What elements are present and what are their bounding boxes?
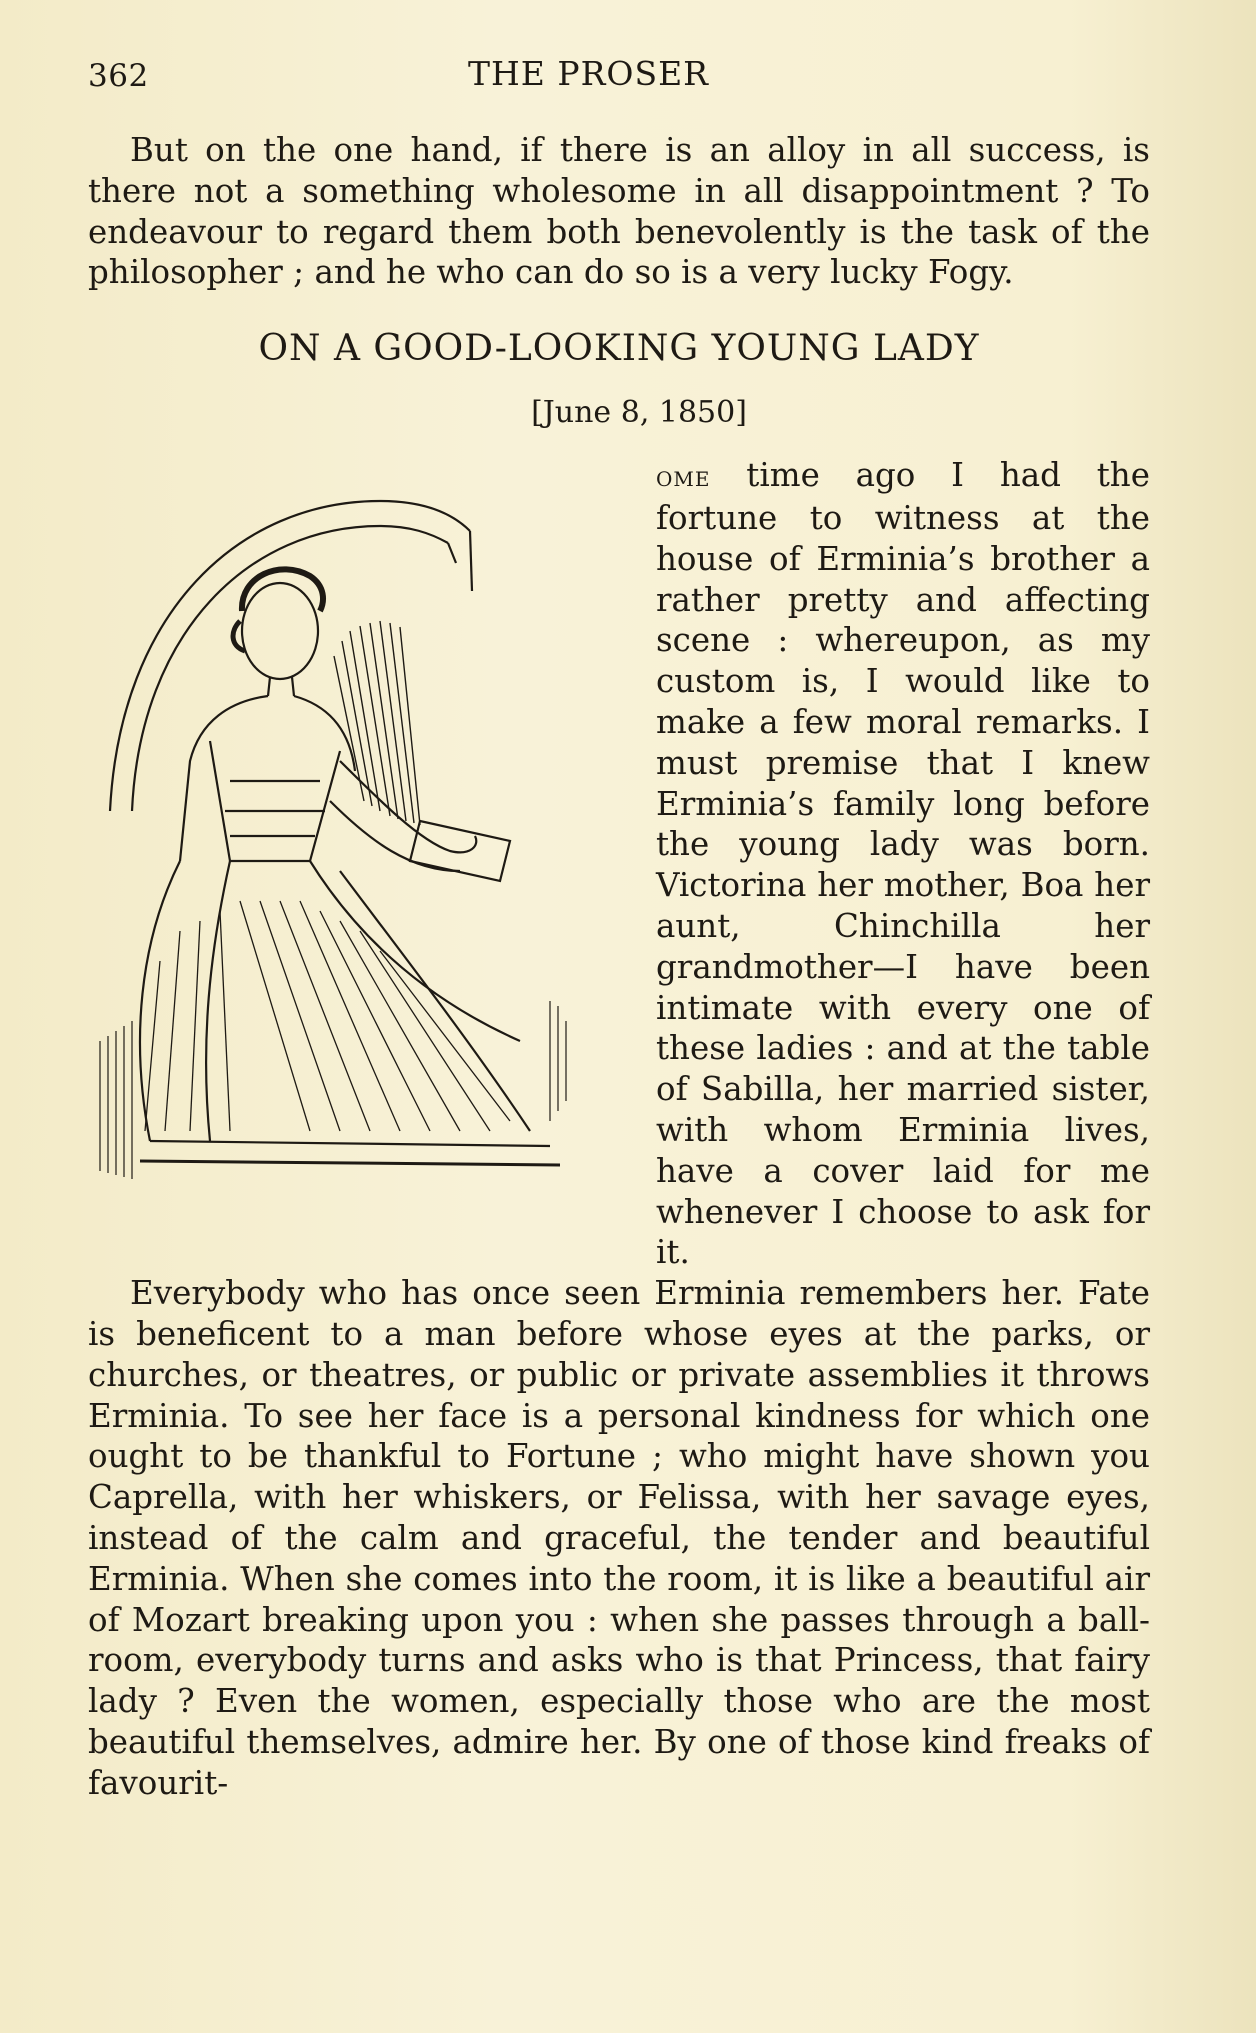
seated-lady-illustration [80, 481, 628, 1241]
section-title: ON A GOOD-LOOKING YOUNG LADY [258, 328, 980, 370]
page-number: 362 [88, 58, 149, 94]
head [242, 583, 318, 679]
page-header [88, 52, 1150, 100]
book-page [88, 52, 1150, 1803]
essay-first-text: time ago I had the fortune to witness at the house of Erminia’s brother a rather pretty and affecting scene : whereupon, as my custom is, I would like to make a few moral remarks. I must premise that I knew Erminia’s family long before the young lady was born. Victorina her mother, Boa her aunt, Chinchilla her grandmother—I have been intimate with every one of these ladies : and at the table of Sabilla, her married sister, with whom Erminia lives, have a cover laid for me whenever I choose to ask for it. [656, 456, 1150, 1272]
illustration [80, 481, 628, 1241]
section-date: [June 8, 1850] [531, 395, 747, 431]
halo-outer-arc [110, 501, 470, 811]
essay-second-paragraph: Everybody who has once seen Erminia remembers her. Fate is beneficent to a man before whose eyes at the parks, or churches, or theatres, or public or private assemblies it throws Erminia. To see her face is a personal kindness for which one ought to be thankful to Fortune ; who might have shown you Caprella, with her whiskers, or Felissa, with her savage eyes, instead of the calm and graceful, the tender and beautiful Erminia. When she comes into the room, it is like a beautiful air of Mozart breaking upon you : when she passes through a ball-room, everybody turns and asks who is that Princess, that fairy lady ? Even the women, especially those who are the most beautiful themselves, admire her. By one of those kind freaks of favourit- [88, 1274, 1150, 1802]
drop-initial: ome [656, 460, 711, 494]
running-title: THE PROSER [468, 54, 710, 93]
opening-paragraph: But on the one hand, if there is an alloy in all success, is there not a something wholesome in all disappointment ? To endeavour to regard them both benevolently is the task of the philosopher ; and he who can do so is a very lucky Fogy. [88, 131, 1150, 292]
essay-body [88, 455, 1150, 1803]
